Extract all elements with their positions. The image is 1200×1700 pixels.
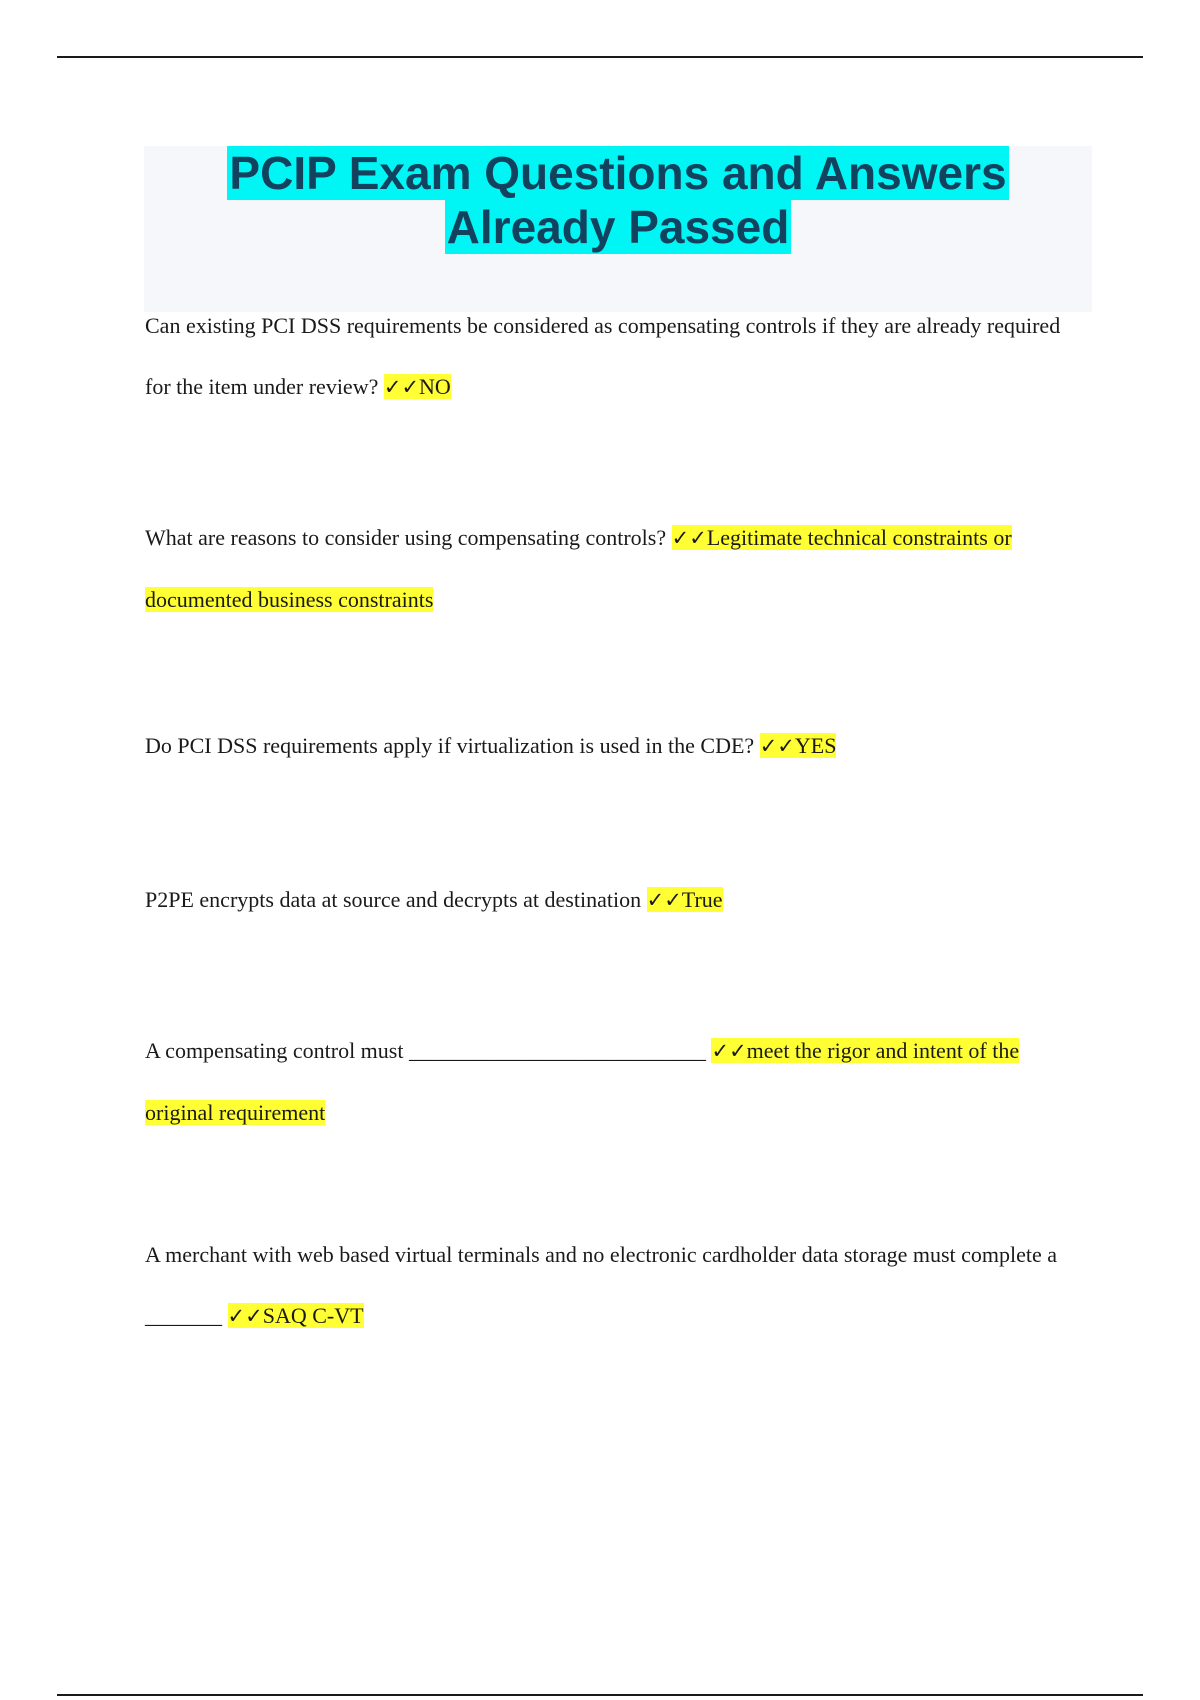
header-rule xyxy=(57,56,1143,58)
document-title-line-1: PCIP Exam Questions and Answers xyxy=(229,147,1007,199)
question-text: P2PE encrypts data at source and decrypts at destination xyxy=(145,887,642,912)
question-text: A compensating control must ___________________________ xyxy=(145,1038,706,1063)
title-block xyxy=(144,146,1092,312)
check-icon: ✓✓ xyxy=(383,375,420,399)
answer-text: meet the rigor and intent of the original requirement xyxy=(145,1038,1020,1125)
question-text: A merchant with web based virtual terminals and no electronic cardholder data storage must complete a _______ xyxy=(145,1242,1058,1328)
footer-rule xyxy=(57,1694,1143,1696)
question-text: What are reasons to consider using compensating controls? xyxy=(145,525,667,550)
check-icon: ✓✓ xyxy=(759,734,795,758)
answer-highlight xyxy=(647,887,723,912)
question-text: Do PCI DSS requirements apply if virtualization is used in the CDE? xyxy=(145,733,755,758)
answer-text: YES xyxy=(794,733,837,758)
check-icon: ✓✓ xyxy=(227,1304,263,1328)
qa-item-2 xyxy=(145,507,1075,630)
answer-highlight xyxy=(228,1303,364,1328)
answer-text: SAQ C-VT xyxy=(262,1303,364,1328)
answer-highlight xyxy=(384,374,451,399)
qa-item-1 xyxy=(145,295,1075,418)
answer-text: Legitimate technical constraints or documented business constraints xyxy=(145,525,1012,612)
answer-text: True xyxy=(681,887,723,912)
check-icon: ✓✓ xyxy=(711,1039,747,1063)
qa-item-3 xyxy=(145,715,1075,777)
answer-text: NO xyxy=(419,374,451,399)
qa-item-4 xyxy=(145,869,1075,931)
check-icon: ✓✓ xyxy=(646,888,682,912)
qa-item-6 xyxy=(145,1224,1075,1347)
question-text: Can existing PCI DSS requirements be considered as compensating controls if they are already required for the item under review? xyxy=(145,313,1061,399)
check-icon: ✓✓ xyxy=(671,526,707,550)
qa-item-5 xyxy=(145,1020,1075,1143)
document-title-line-2: Already Passed xyxy=(446,201,790,253)
answer-highlight xyxy=(760,733,837,758)
